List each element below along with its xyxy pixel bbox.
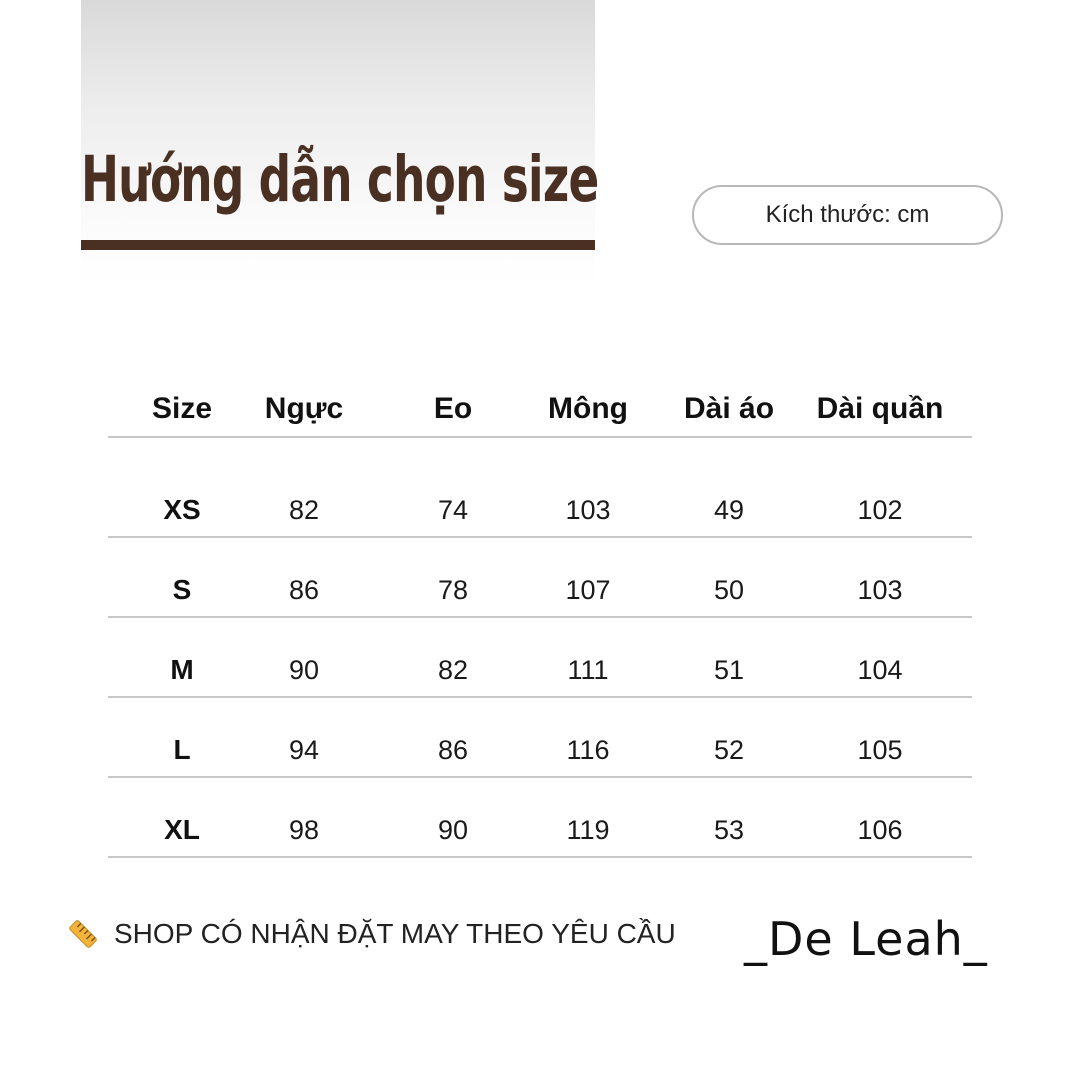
waist-cell: 82 <box>437 655 469 685</box>
hip-cell: 119 <box>566 815 610 845</box>
chest-cell: 82 <box>288 495 320 525</box>
waist-cell: 74 <box>437 495 469 525</box>
size-cell: XS <box>163 494 201 525</box>
ruler-icon <box>68 919 98 949</box>
hip-cell: 116 <box>566 735 610 765</box>
table-row <box>108 538 972 618</box>
column-header-hip: Mông <box>548 392 628 425</box>
unit-label: Kích thước: cm <box>765 201 930 228</box>
table-row <box>108 438 972 538</box>
waist-cell: 90 <box>437 815 469 845</box>
chest-cell: 98 <box>288 815 320 845</box>
size-cell: XL <box>164 814 200 845</box>
pants-length-cell: 102 <box>857 495 903 525</box>
table-row <box>108 698 972 778</box>
chest-cell: 90 <box>288 655 320 685</box>
table-row <box>108 778 972 858</box>
pants-length-cell: 105 <box>857 735 903 765</box>
table-header-row <box>108 380 972 438</box>
column-header-chest: Ngực <box>264 392 344 425</box>
top-length-cell: 51 <box>713 655 745 685</box>
size-table <box>108 380 972 858</box>
custom-tailoring-text: SHOP CÓ NHẬN ĐẶT MAY THEO YÊU CẦU <box>114 918 676 949</box>
page-title: Hướng dẫn chọn size <box>81 143 599 216</box>
pants-length-cell: 103 <box>857 575 903 605</box>
pants-length-cell: 104 <box>857 655 903 685</box>
column-header-top-length: Dài áo <box>683 392 775 425</box>
table-row <box>108 618 972 698</box>
top-length-cell: 49 <box>713 495 745 525</box>
top-length-cell: 53 <box>713 815 745 845</box>
chest-cell: 86 <box>288 575 320 605</box>
size-cell: M <box>170 654 194 685</box>
hip-cell: 103 <box>565 495 611 525</box>
chest-cell: 94 <box>288 735 320 765</box>
hip-cell: 107 <box>565 575 611 605</box>
size-cell: L <box>173 734 191 765</box>
hip-cell: 111 <box>567 655 609 685</box>
brand-name: _De Leah_ <box>744 912 988 966</box>
column-header-pants-length: Dài quần <box>816 392 944 425</box>
unit-badge <box>692 185 1003 245</box>
title-underline-bar <box>81 240 595 250</box>
top-length-cell: 52 <box>713 735 745 765</box>
custom-tailoring-note <box>68 918 676 950</box>
column-header-size: Size <box>151 392 213 425</box>
column-header-waist: Eo <box>433 392 473 425</box>
waist-cell: 86 <box>437 735 469 765</box>
pants-length-cell: 106 <box>857 815 903 845</box>
top-length-cell: 50 <box>713 575 745 605</box>
waist-cell: 78 <box>437 575 469 605</box>
size-cell: S <box>172 574 192 605</box>
